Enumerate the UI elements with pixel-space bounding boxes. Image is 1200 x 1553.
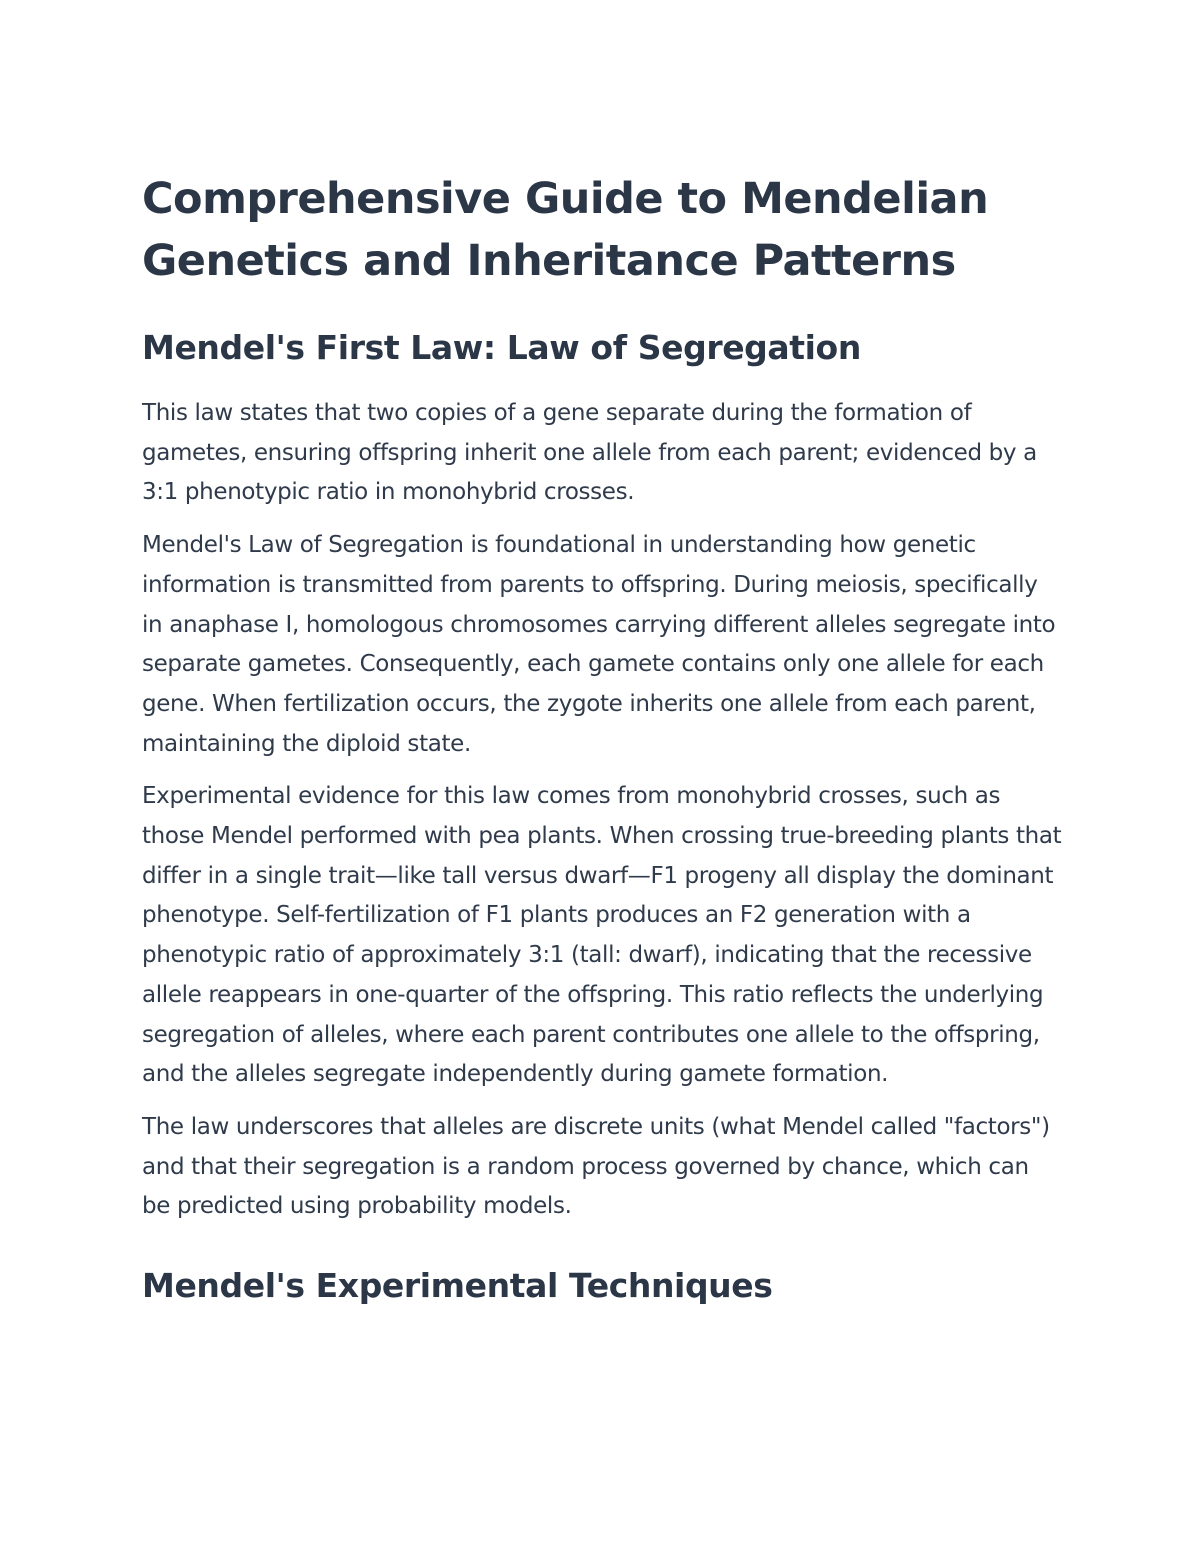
paragraph-experimental-evidence: Experimental evidence for this law comes from monohybrid crosses, such as those Mendel performed with pea plants. When crossing true-breeding plants that differ in a single trait—like tall versus dwarf—F1 progeny all display the dominant phenotype. Self-fertilization of F1 plants produces an F2 generation with a phenotypic ratio of approximately 3:1 (tall: dwarf), indicating that the recessive allele reappears in one-quarter of the offspring. This ratio reflects the underlying segregation of alleles, where each parent contributes one allele to the offspring, and the alleles segregate independently during gamete formation. bbox=[142, 783, 1062, 1088]
paragraph-summary: This law states that two copies of a gene separate during the formation of gametes, ensuring offspring inherit one allele from each parent; evidenced by a 3:1 phenotypic ratio in monohybrid crosses. bbox=[142, 400, 1037, 506]
document-page bbox=[142, 168, 1062, 1308]
paragraph-discrete-units: The law underscores that alleles are discrete units (what Mendel called "factors") and that their segregation is a random process governed by chance, which can be predicted using probability models. bbox=[142, 1113, 1050, 1220]
paragraph-meiosis: Mendel's Law of Segregation is foundational in understanding how genetic information is transmitted from parents to offspring. During meiosis, specifically in anaphase I, homologous chromosomes carrying different alleles segregate into separate gametes. Consequently, each gamete contains only one allele for each gene. When fertilization occurs, the zygote inherits one allele from each parent, maintaining the diploid state. bbox=[142, 532, 1056, 757]
section-heading-law-of-segregation: Mendel's First Law: Law of Segregation bbox=[142, 328, 861, 367]
document-title: Comprehensive Guide to Mendelian Genetics and Inheritance Patterns bbox=[142, 174, 989, 286]
section-heading-experimental-techniques: Mendel's Experimental Techniques bbox=[142, 1266, 773, 1306]
